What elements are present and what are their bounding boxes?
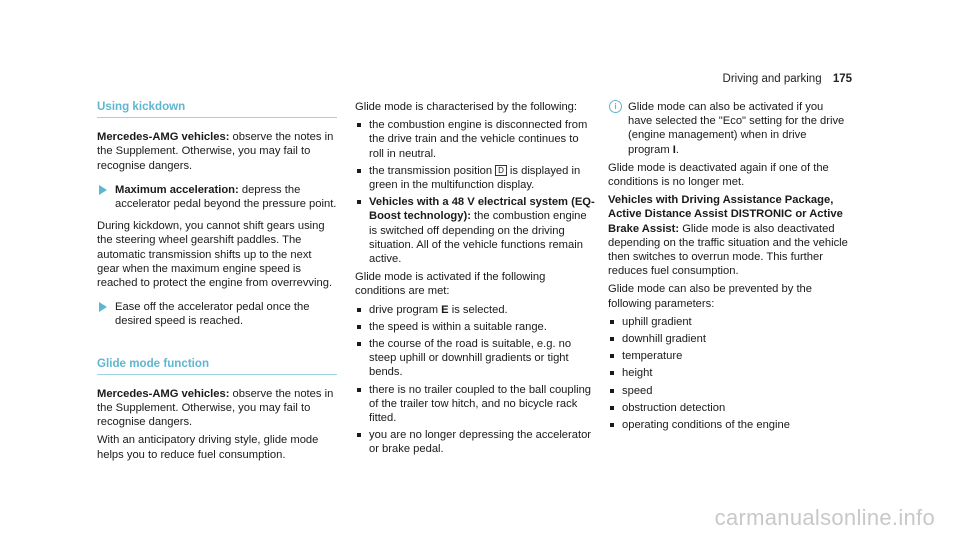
prevent-lead: Glide mode can also be prevented by the following parameters: bbox=[608, 283, 812, 310]
glide-intro-bold: Mercedes-AMG vehicles: bbox=[97, 387, 230, 400]
list-item: temperature bbox=[608, 349, 848, 363]
step-arrow-icon bbox=[99, 185, 107, 195]
list-item: drive program E is selected. bbox=[355, 303, 595, 317]
kickdown-title: Using kickdown bbox=[97, 100, 337, 118]
conditions-lead: Glide mode is activated if the following conditions are met: bbox=[355, 271, 546, 298]
step1-bold: Maximum acceleration: bbox=[115, 183, 239, 196]
info-note: i Glide mode can also be activated if you have selected the "Eco" setting for the drive (engine management) when in drive program I. bbox=[608, 100, 848, 157]
transmission-d-symbol: D bbox=[495, 165, 507, 176]
glide-paragraph: With an anticipatory driving style, glide mode helps you to reduce fuel consumption. bbox=[97, 434, 319, 461]
kickdown-paragraph: During kickdown, you cannot shift gears using the steering wheel gearshift paddles. The automatic transmission shifts up to the next gear when the maximum engine speed is reached to protect the engine from overrevving. bbox=[97, 220, 333, 290]
list-item: the speed is within a suitable range. bbox=[355, 320, 595, 334]
vehicles-paragraph: Vehicles with Driving Assistance Package, Active Distance Assist DISTRONIC or Active Brake Assist: Glide mode is also deactivated depending on the traffic situation and the vehicle then switches to overrun mode. This further reduces fuel consumption. bbox=[608, 194, 848, 278]
column-middle bbox=[355, 100, 595, 461]
kickdown-intro-text: observe the notes in the Supplement. Otherwise, you may fail to recognise dangers. bbox=[97, 131, 334, 172]
list-item: you are no longer depressing the accelerator or brake pedal. bbox=[355, 428, 595, 456]
glide-characteristics-lead: Glide mode is characterised by the following: bbox=[355, 101, 577, 113]
kickdown-step-2 bbox=[97, 300, 337, 328]
watermark: carmanualsonline.info bbox=[714, 504, 935, 530]
section-name: Driving and parking bbox=[722, 73, 822, 85]
characteristics-list bbox=[355, 118, 595, 266]
list-item: the course of the road is suitable, e.g. no steep uphill or downhill gradients or tight bends. bbox=[355, 337, 595, 380]
step1-text: depress the accelerator pedal beyond the pressure point. bbox=[115, 183, 337, 211]
list-item: speed bbox=[608, 384, 848, 398]
step2-text: Ease off the accelerator pedal once the desired speed is reached. bbox=[115, 301, 310, 328]
page-header bbox=[723, 72, 852, 86]
list-item: the transmission position D is displayed in green in the multifunction display. bbox=[355, 164, 595, 192]
info-icon: i bbox=[609, 100, 622, 113]
column-left bbox=[97, 100, 337, 466]
list-item: Vehicles with a 48 V electrical system (EQ-Boost technology): the combustion engine is switched off depending on the driving situation. All of the vehicle functions remain active. bbox=[355, 195, 595, 266]
kickdown-intro bbox=[97, 130, 337, 173]
list-item: obstruction detection bbox=[608, 401, 848, 415]
list-item: uphill gradient bbox=[608, 315, 848, 329]
page-number: 175 bbox=[832, 73, 852, 85]
list-item: height bbox=[608, 366, 848, 380]
kickdown-step-1 bbox=[97, 183, 337, 211]
column-right bbox=[608, 100, 848, 436]
kickdown-intro-bold: Mercedes-AMG vehicles: bbox=[97, 131, 230, 144]
list-item: there is no trailer coupled to the ball coupling of the trailer tow hitch, and no bicycle rack fitted. bbox=[355, 383, 595, 426]
conditions-list bbox=[355, 303, 595, 457]
parameters-list bbox=[608, 315, 848, 432]
glide-intro-text: observe the notes in the Supplement. Otherwise, you may fail to recognise dangers. bbox=[97, 387, 334, 429]
list-item: operating conditions of the engine bbox=[608, 418, 848, 432]
glide-intro bbox=[97, 387, 337, 430]
glide-title: Glide mode function bbox=[97, 357, 337, 375]
step-arrow-icon bbox=[99, 302, 107, 312]
deactivation-text: Glide mode is deactivated again if one of the conditions is no longer met. bbox=[608, 161, 829, 189]
list-item: downhill gradient bbox=[608, 332, 848, 346]
list-item: the combustion engine is disconnected from the drive train and the vehicle continues to roll in neutral. bbox=[355, 118, 595, 161]
